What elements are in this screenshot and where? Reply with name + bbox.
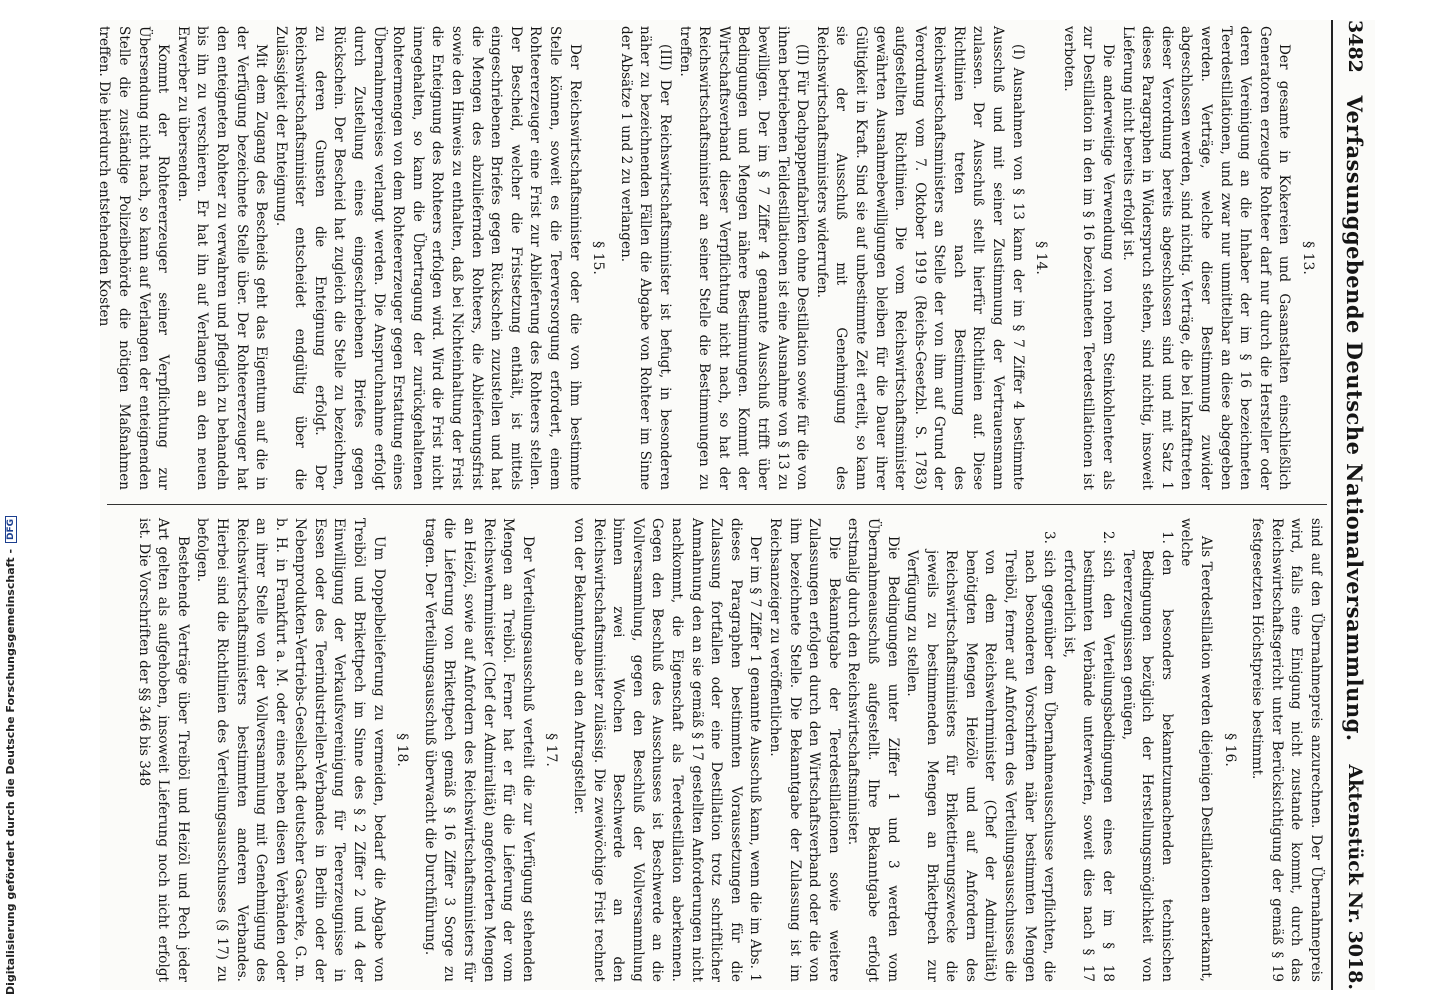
column-divider [107,504,1327,505]
paragraph: (I) Ausnahmen von § 13 kann der im § 7 Ziffer 4 bestimmte Ausschuß und mit seiner Zustimmung der Vertrauensmann zulassen. Der Ausschuß stellt hierfür Richtlinien auf. Diese Richtlinien treten nach Bestimmung des Reichswirtschaftsministers an Stelle der von ihm auf Grund der Verordnung vom 7. Oktober 1919 (Reichs-Gesetzbl. S. 1783) aufgestellten Richtlinien. Die vom Reichswirtschaftsminister gewährten Ausnahmebewilligungen bleiben für die Dauer ihrer Gültigkeit in Kraft. Sind sie auf unbestimmte Zeit erteilt, so kann sie der Ausschuß mit Genehmigung des Reichswirtschaftsministers widerrufen. [813,26,1026,490]
list-item [902,518,1059,982]
paragraph: Um Doppelbelieferung zu vermeiden, bedarf die Abgabe von Treiböl und Brikettpech im Sinne des § 2 Ziffer 2 und 4 der Einwilligung der Verkaufsvereinigung für Teererzeugnisse in Essen oder des Teerindustriellen-Verbandes in Berlin oder der Nebenprodukten-Vertriebs-Gesellschaft deutscher Gaswerke, G. m. b. H. in Frankfurt a. M. oder eines neben diesen Verbänden oder an ihrer Stelle von der Vollversammlung mit Genehmigung des Reichswirtschaftsministers bestimmten anderen Verbandes. Hierbei sind die Richtlinien des Verteilungsausschusses (§ 17) zu befolgen. [194,518,387,982]
dfg-logo: DFG [5,516,17,543]
paragraph: Die anderweitige Verwendung von rohem Steinkohlenteer als zur Destillation in den im § 16 bezeichneten Teerdestillationen ist verboten. [1060,26,1117,490]
page-title: Verfassunggebende Deutsche Nationalversammlung. [1342,95,1368,742]
credit-text: Digitalisierung gefördert durch die Deutsche Forschungsgemeinschaft - [4,548,17,995]
section-intro: Als Teerdestillation werden diejenigen Destillationen anerkannt, welche [1178,518,1215,982]
paragraph: Bestehende Verträge über Treiböl und Heizöl und Pech jeder Art gelten als aufgehoben, insoweit Lieferung noch nicht erfolgt ist. Die Vorschriften der §§ 346 bis 348 [135,518,191,982]
paragraph: Der im § 7 Ziffer 1 genannte Ausschuß kann, wenn die im Abs. 1 dieses Paragraphen bestimmten Voraussetzungen für die Zulassung fortfallen oder eine Destillation trotz schriftlicher Anmahnung den an sie gemäß § 17 gestellten Anforderungen nicht nachkommt, die Eigenschaft als Teerdestillation aberkennen. Gegen den Beschluß des Ausschusses ist Beschwerde an die Vollversammlung, gegen den Beschluß der Vollversammlung binnen zwei Wochen Beschwerde an den Reichswirtschaftsminister zulässig. Die zweiwöchige Frist rechnet von der Bekanntgabe an den Antragsteller. [571,518,764,982]
right-column [110,518,1325,982]
section-heading-18: § 18. [394,733,411,767]
section-heading-14: § 14. [1033,241,1050,275]
section-heading-13: § 13. [1300,241,1316,275]
section-heading-17: § 17. [543,733,560,767]
paragraph: Der Reichswirtschaftsminister oder die von ihm bestimmte Stelle können, soweit es die Teerversorgung erfordert, einem Rohteererzeuger eine Frist zur Ablieferung des Rohteers stellen. Der Bescheid, welcher die Fristsetzung enthält, ist mittels eingeschriebenen Briefes gegen Rückschein zuzustellen und hat die Mengen des abzuliefernden Rohteers, die Ablieferungsfrist sowie den Hinweis zu enthalten, daß bei Nichteinhaltung der Frist die Enteignung des Rohteers erfolgen wird. Wird die Frist nicht innegehalten, so kann die Übertragung der zurückgehaltenen Rohteermengen von dem Rohteererzeuger gegen Erstattung eines Übernahmepreises verlangt werden. Die Anspruchnahme erfolgt durch Zustellung eines eingeschriebenen Briefes gegen Rückschein. Der Bescheid hat zugleich die Stelle zu bezeichnen, zu deren Gunsten die Enteignung erfolgt. Der Reichswirtschaftsminister entscheidet endgültig über die Zulässigkeit der Enteignung. [272,26,583,490]
left-column [96,26,1325,490]
paragraph: Kommt der Rohteererzeuger seiner Verpflichtung zur Übersendung nicht nach, so kann auf Verlangen der enteignenden Stelle die zuständige Polizeibehörde die nötigen Maßnahmen treffen. Die hierdurch entstehenden Kosten [96,26,172,490]
section-heading-16: § 16. [1221,733,1238,767]
header-rule [1331,20,1333,990]
paragraph: Die Bekanntgabe der Teerdestillationen sowie weitere Zulassungen erfolgen durch den Wirtschaftsverband oder die von ihm bezeichnete Stelle. Die Bekanntgabe der Zulassung ist im Reichsanzeiger zu veröffentlichen. [766,518,842,982]
document-page [96,20,1375,990]
page-number: 3482 [1344,20,1366,73]
list-text: den besonders bekanntzumachenden technischen Bedingungen bezüglich der Herstellungsmöglichkeit von Teererzeugnissen genügen, [1119,550,1175,982]
list-number: 2. [1100,531,1117,544]
paragraph: Der Verteilungsausschuß verteilt die zur Verfügung stehenden Mengen an Treiböl. Ferner hat er für die Lieferung der vom Reichswehrminister (Chef der Admiralität) angeforderten Mengen an Heizöl, sowie auf Anfordern des Reichswirtschaftsministers für die Lieferung von Brikettpech gemäß § 16 Ziffer 3 Sorge zu tragen. Der Verteilungsausschuß überwacht die Durchführung. [421,518,536,982]
paragraph: (II) Für Dachpappenfabriken ohne Destillation sowie für die von ihnen betriebenen Teildestillationen ist eine Ausnahme von § 13 zu bewilligen. Der im § 7 Ziffer 4 genannte Ausschuß trifft über Bedingungen und Mengen nähere Bestimmungen. Kommt der Wirtschaftsverband dieser Verpflichtung nicht nach, so hat der Reichswirtschaftsminister an seiner Stelle die Bestimmungen zu treffen. [676,26,811,490]
digitization-credit [4,5,17,995]
section-heading-15: § 15. [590,241,607,275]
continuation-paragraph: sind auf den Übernahmepreis anzurechnen. Der Übernahmepreis wird, falls eine Einigung nicht zustande kommt, durch das Reichswirtschaftsgericht unter Berücksichtigung der gemäß § 19 festgesetzten Höchstpreise bestimmt. [1249,518,1324,982]
document-reference: Aktenstück Nr. 3018. [1344,764,1366,990]
list-text: sich gegenüber dem Übernahmeausschusse verpflichten, die nach besonderen Vorschriften näher bestimmten Mengen Treiböl, ferner auf Anfordern des Verteilungsausschusses die von dem Reichswehrminister (Chef der Admiralität) benötigten Mengen Heizöle und auf Anfordern des Reichswirtschaftsministers für Brikettierungszwecke die jeweils zu bestimmenden Mengen an Brikettpech zur Verfügung zu stellen. [904,550,1058,982]
list-number: 1. [1158,531,1175,544]
page-header [1335,20,1375,990]
list-number: 3. [1041,531,1058,544]
list-text: sich den Verteilungsbedingungen eines der im § 18 bestimmten Verbände unterwerfen, soweit dies nach § 17 erforderlich ist, [1060,550,1117,982]
paragraph: Die Bedingungen unter Ziffer 1 und 3 werden vom Übernahmeausschuß aufgestellt. Ihre Bekanntgabe erfolgt erstmalig durch den Reichswirtschaftsminister. [845,518,901,982]
numbered-list [902,518,1176,982]
paragraph: Mit dem Zugang des Bescheids geht das Eigentum auf die in der Verfügung bezeichnete Stelle über. Der Rohteererzeuger hat den enteigneten Rohteer zu verwahren und pfleglich zu behandeln bis ihn zu verschieren. Er hat ihn auf Verlangen an den neuen Erwerber zu übersenden. [174,26,270,490]
list-item [1058,518,1117,982]
list-item [1117,518,1176,982]
paragraph: Der gesamte in Kokereien und Gasanstalten einschließlich Generatoren erzeugte Rohteer darf nur durch die Hersteller oder deren Vereinigung an die Inhaber der im § 16 bezeichneten Teerdestillationen, und zwar nur unmittelbar an diese abgegeben werden. Verträge, welche dieser Bestimmung zuwider abgeschlossen werden, sind nichtig. Verträge, die bei Inkrafttreten dieser Verordnung bereits abgeschlossen sind und mit Satz 1 dieses Paragraphen in Widerspruch stehen, sind nichtig, insoweit Lieferung nicht bereits erfolgt ist. [1119,26,1293,490]
digitization-credit-strip [0,0,20,1000]
paragraph: (III) Der Reichswirtschaftsminister ist befugt, in besonderen näher zu bezeichnenden Fällen die Abgabe von Rohteer im Sinne der Absätze 1 und 2 zu verlangen. [617,26,673,490]
